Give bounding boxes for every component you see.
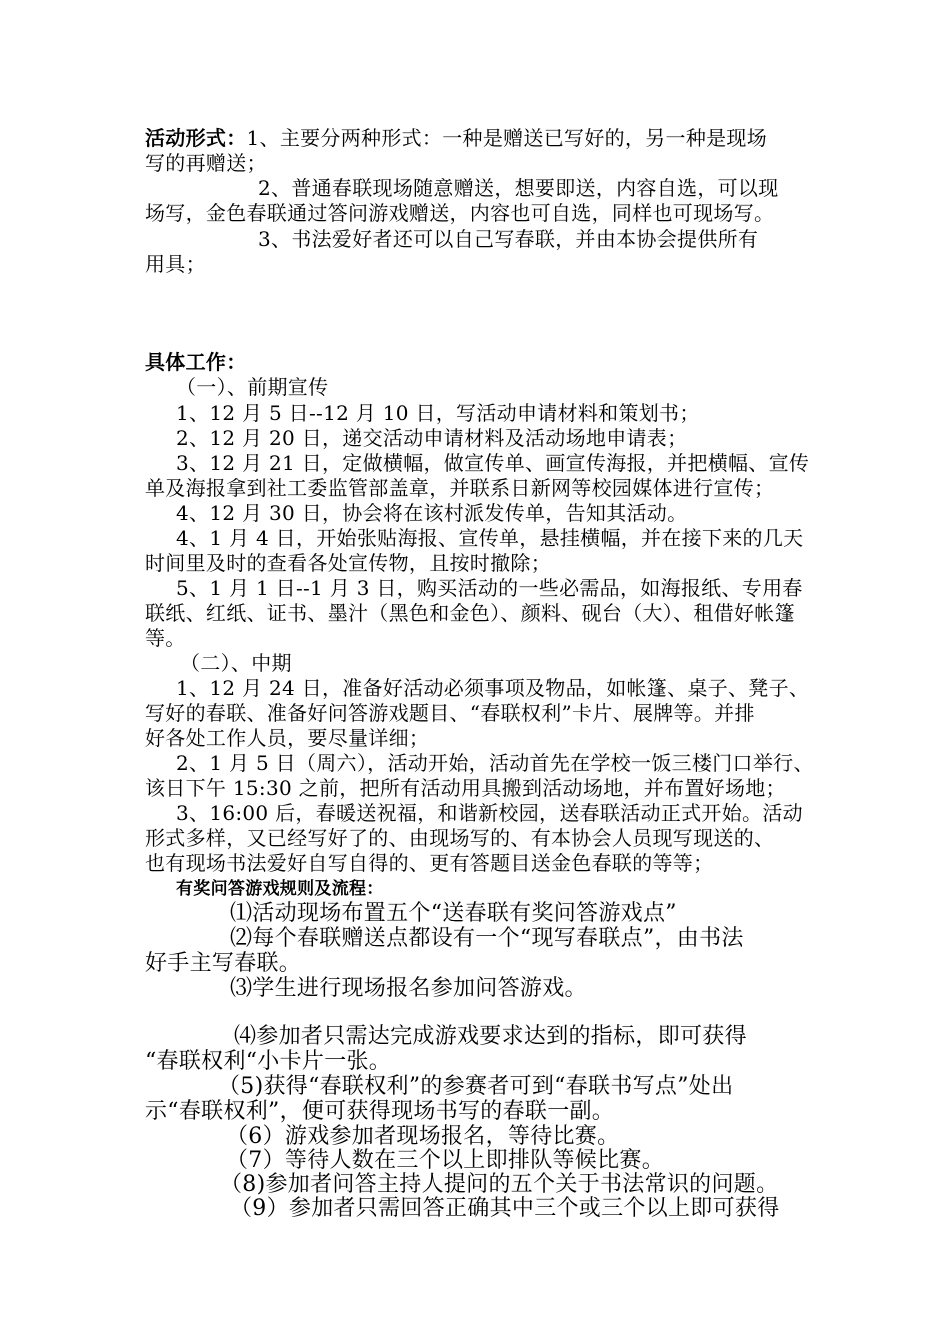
form-paragraph-3-line-1: 3、书法爱好者还可以自己写春联，并由本协会提供所有 — [258, 227, 759, 251]
section-1-title: （一）、前期宣传 — [176, 375, 329, 399]
rule-6: （6）游戏参加者现场报名，等待比赛。 — [226, 1124, 620, 1149]
section-1-item-5-line-2: 时间里及时的查看各处宣传物，且按时撤除； — [145, 551, 551, 575]
section-2-item-3-line-1: 3、16:00 后，春暖送祝福，和谐新校园，送春联活动正式开始。活动 — [176, 801, 803, 825]
form-paragraph-1-line-2: 写的再赠送； — [145, 151, 267, 175]
section-2-item-2-line-2: 该日下午 15:30 之前，把所有活动用具搬到活动场地，并布置好场地； — [145, 776, 786, 800]
form-item-1-text: 1、主要分两种形式：一种是赠送已写好的，另一种是现场 — [246, 126, 768, 150]
form-paragraph-1-line-1 — [145, 126, 767, 150]
rule-4-line-2: “春联权利“小卡片一张。 — [145, 1049, 392, 1074]
rule-5-line-2: 示“春联权利”，便可获得现场书写的春联一副。 — [145, 1099, 615, 1124]
section-2-item-1-line-1: 1、12 月 24 日，准备好活动必须事项及物品，如帐篷、桌子、凳子、 — [176, 676, 810, 700]
section-2-item-3-line-2: 形式多样，又已经写好了的、由现场写的、有本协会人员现写现送的、 — [145, 826, 775, 850]
rule-2-line-2: 好手主写春联。 — [145, 951, 302, 976]
rule-9: （9）参加者只需回答正确其中三个或三个以上即可获得 — [230, 1196, 780, 1221]
rule-2-line-1: ⑵每个春联赠送点都设有一个“现写春联点”，由书法 — [230, 926, 744, 951]
rule-1: ⑴活动现场布置五个“送春联有奖问答游戏点” — [230, 901, 677, 926]
section-1-item-5-line-1: 4、1 月 4 日，开始张贴海报、宣传单，悬挂横幅，并在接下来的几天 — [176, 526, 804, 550]
section-1-item-4: 4、12 月 30 日，协会将在该村派发传单，告知其活动。 — [176, 501, 688, 525]
section-1-item-1: 1、12 月 5 日--12 月 10 日，写活动申请材料和策划书； — [176, 401, 700, 425]
section-1-item-6-line-2: 联纸、红纸、证书、墨汁（黑色和金色）、颜料、砚台（大）、租借好帐篷 — [145, 601, 795, 625]
section-1-item-6-line-3: 等。 — [145, 626, 186, 650]
section-1-item-3-line-2: 单及海报拿到社工委监管部盖章，并联系日新网等校园媒体进行宣传； — [145, 476, 775, 500]
form-heading: 活动形式： — [145, 126, 247, 150]
rule-8: （8)参加者问答主持人提问的五个关于书法常识的问题。 — [220, 1172, 779, 1197]
form-paragraph-2-line-1: 2、普通春联现场随意赠送，想要即送，内容自选，可以现 — [258, 176, 779, 200]
section-2-item-1-line-2: 写好的春联、准备好问答游戏题目、“春联权利”卡片、展牌等。并排 — [145, 701, 755, 725]
section-2-item-2-line-1: 2、1 月 5 日（周六），活动开始，活动首先在学校一饭三楼门口举行、 — [176, 751, 814, 775]
rule-7: （7）等待人数在三个以上即排队等候比赛。 — [226, 1148, 664, 1173]
rule-4-line-1: ⑷参加者只需达完成游戏要求达到的指标，即可获得 — [234, 1024, 747, 1049]
section-2-item-3-line-3: 也有现场书法爱好自写自得的、更有答题目送金色春联的等等； — [145, 851, 714, 875]
form-paragraph-2-line-2: 场写，金色春联通过答问游戏赠送，内容也可自选，同样也可现场写。 — [145, 201, 775, 225]
rule-3: ⑶学生进行现场报名参加问答游戏。 — [230, 976, 587, 1001]
section-2-item-1-line-3: 好各处工作人员，要尽量详细； — [145, 726, 430, 750]
section-1-item-6-line-1: 5、1 月 1 日--1 月 3 日，购买活动的一些必需品，如海报纸、专用春 — [176, 576, 803, 600]
section-1-item-3-line-1: 3、12 月 21 日，定做横幅，做宣传单、画宣传海报，并把横幅、宣传 — [176, 451, 810, 475]
rule-5-line-1: （5)获得“春联权利”的参赛者可到“春联书写点”处出 — [218, 1074, 734, 1099]
rules-heading: 有奖问答游戏规则及流程： — [176, 879, 384, 899]
section-1-item-2: 2、12 月 20 日，递交活动申请材料及活动场地申请表； — [176, 426, 688, 450]
form-paragraph-3-line-2: 用具； — [145, 252, 206, 276]
section-2-title: （二）、中期 — [180, 651, 292, 675]
work-heading: 具体工作： — [145, 350, 247, 374]
